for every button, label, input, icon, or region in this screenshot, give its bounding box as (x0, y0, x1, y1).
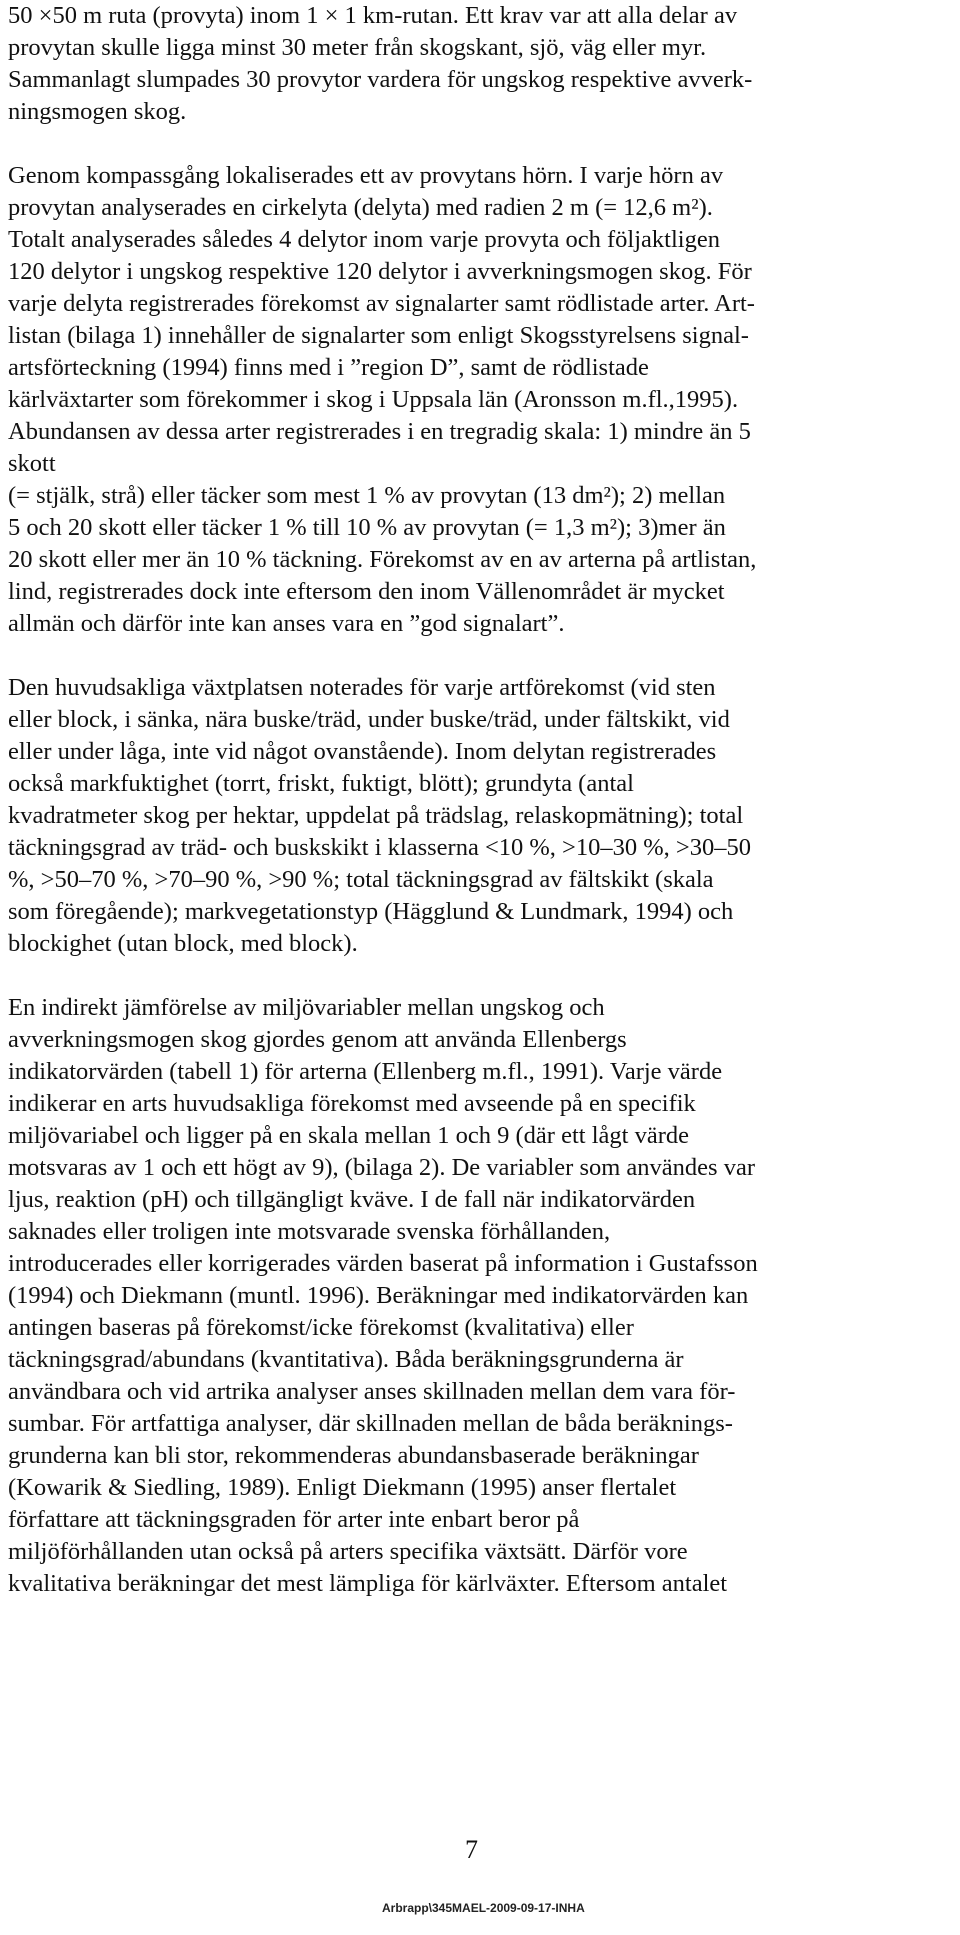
page-number: 7 (465, 1835, 478, 1864)
text-line: %, >50–70 %, >70–90 %, >90 %; total täckningsgrad av fältskikt (skala (8, 866, 714, 893)
text-line: Den huvudsakliga växtplatsen noterades för varje artförekomst (vid sten (8, 674, 716, 701)
text-line: ningsmogen skog. (8, 98, 187, 125)
text-line: miljöförhållanden utan också på arters specifika växtsätt. Därför vore (8, 1538, 688, 1565)
text-line: täckningsgrad/abundans (kvantitativa). Båda beräkningsgrunderna är (8, 1346, 684, 1373)
text-line: indikerar en arts huvudsakliga förekomst med avseende på en specifik (8, 1090, 696, 1117)
text-line: provytan skulle ligga minst 30 meter från skogskant, sjö, väg eller myr. (8, 34, 707, 61)
text-line: varje delyta registrerades förekomst av signalarter samt rödlistade arter. Art- (8, 290, 755, 317)
text-line: allmän och därför inte kan anses vara en ”god signalart”. (8, 610, 565, 637)
text-line: eller block, i sänka, nära buske/träd, under buske/träd, under fältskikt, vid (8, 706, 730, 733)
text-line: motsvaras av 1 och ett högt av 9), (bilaga 2). De variabler som användes var (8, 1154, 755, 1181)
text-line: miljövariabel och ligger på en skala mellan 1 och 9 (där ett lågt värde (8, 1122, 689, 1149)
text-line: Genom kompassgång lokaliserades ett av provytans hörn. I varje hörn av (8, 162, 724, 189)
text-line: kärlväxtarter som förekommer i skog i Uppsala län (Aronsson m.fl.,1995). (8, 386, 739, 413)
text-line: också markfuktighet (torrt, friskt, fuktigt, blött); grundyta (antal (8, 770, 634, 797)
text-line: grunderna kan bli stor, rekommenderas abundansbaserade beräkningar (8, 1442, 699, 1469)
text-line: indikatorvärden (tabell 1) för arterna (Ellenberg m.fl., 1991). Varje värde (8, 1058, 723, 1085)
text-line: eller under låga, inte vid något ovanstående). Inom delytan registrerades (8, 738, 717, 765)
text-line: listan (bilaga 1) innehåller de signalarter som enligt Skogsstyrelsens signal- (8, 322, 749, 349)
text-line: som föregående); markvegetationstyp (Hägglund & Lundmark, 1994) och (8, 898, 734, 925)
text-line: författare att täckningsgraden för arter inte enbart beror på (8, 1506, 580, 1533)
text-line: användbara och vid artrika analyser anses skillnaden mellan dem vara för- (8, 1378, 736, 1405)
text-line: 20 skott eller mer än 10 % täckning. Förekomst av en av arterna på artlistan, (8, 546, 757, 573)
text-line: saknades eller troligen inte motsvarade svenska förhållanden, (8, 1218, 611, 1245)
text-line: kvadratmeter skog per hektar, uppdelat på trädslag, relaskopmätning); total (8, 802, 744, 829)
text-line: provytan analyserades en cirkelyta (delyta) med radien 2 m (= 12,6 m²). (8, 194, 713, 221)
footer-file-path: Arbrapp\345MAEL-2009-09-17-INHA (382, 1901, 585, 1915)
text-line: (1994) och Diekmann (muntl. 1996). Beräkningar med indikatorvärden kan (8, 1282, 749, 1309)
text-line: blockighet (utan block, med block). (8, 930, 358, 957)
text-line: Abundansen av dessa arter registrerades i en tregradig skala: 1) mindre än 5 (8, 418, 751, 445)
text-line: ljus, reaktion (pH) och tillgängligt kväve. I de fall när indikatorvärden (8, 1186, 696, 1213)
text-line: avverkningsmogen skog gjordes genom att använda Ellenbergs (8, 1026, 627, 1053)
text-line: artsförteckning (1994) finns med i ”region D”, samt de rödlistade (8, 354, 649, 381)
text-line: (Kowarik & Siedling, 1989). Enligt Diekmann (1995) anser flertalet (8, 1474, 677, 1501)
text-line: Totalt analyserades således 4 delytor inom varje provyta och följaktligen (8, 226, 720, 253)
text-line: (= stjälk, strå) eller täcker som mest 1 % av provytan (13 dm²); 2) mellan (8, 482, 726, 509)
text-line: lind, registrerades dock inte eftersom den inom Vällenområdet är mycket (8, 578, 725, 605)
text-line: antingen baseras på förekomst/icke förekomst (kvalitativa) eller (8, 1314, 634, 1341)
text-line: täckningsgrad av träd- och buskskikt i klasserna <10 %, >10–30 %, >30–50 (8, 834, 751, 861)
text-line: 5 och 20 skott eller täcker 1 % till 10 % av provytan (= 1,3 m²); 3)mer än (8, 514, 726, 541)
text-line: 50 ×50 m ruta (provyta) inom 1 × 1 km-rutan. Ett krav var att alla delar av (8, 2, 738, 29)
text-line: introducerades eller korrigerades värden baserat på information i Gustafsson (8, 1250, 758, 1277)
text-line: Sammanlagt slumpades 30 provytor vardera för ungskog respektive avverk- (8, 66, 753, 93)
text-line: kvalitativa beräkningar det mest lämpliga för kärlväxter. Eftersom antalet (8, 1570, 728, 1597)
text-line: skott (8, 450, 56, 477)
text-line: En indirekt jämförelse av miljövariabler mellan ungskog och (8, 994, 605, 1021)
text-line: sumbar. För artfattiga analyser, där skillnaden mellan de båda beräknings- (8, 1410, 733, 1437)
text-line: 120 delytor i ungskog respektive 120 delytor i avverkningsmogen skog. För (8, 258, 752, 285)
